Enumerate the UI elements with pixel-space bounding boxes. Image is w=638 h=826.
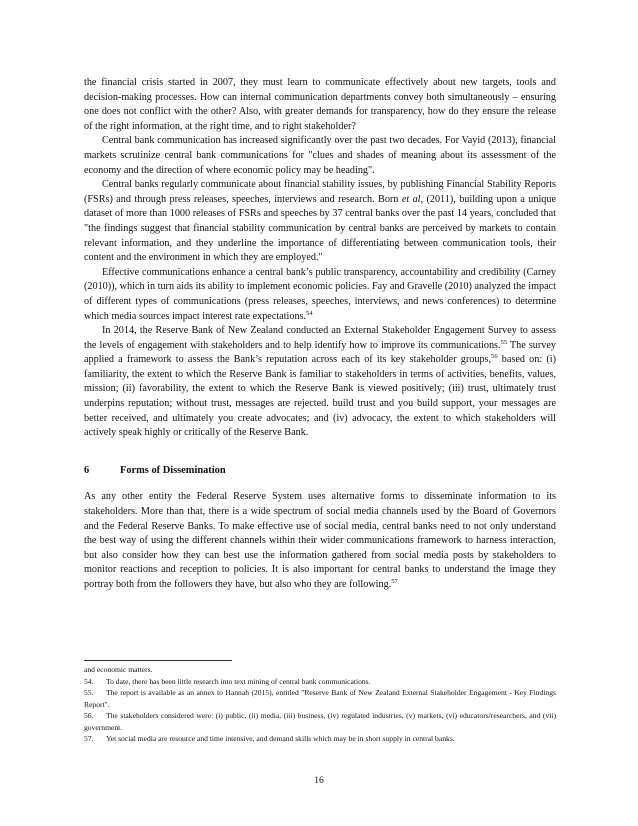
body-paragraph-4 — [84, 266, 556, 324]
footnote-continued: and economic matters. — [84, 665, 153, 674]
footnote-ref-56[interactable]: 56 — [491, 353, 498, 361]
footnote-text: The report is available as an annex to Hannah (2015), entitled "Reserve Bank of New Zealand External Stakeholder Engagement - Key Findings Report". — [84, 688, 556, 709]
paragraph-5-text-c: based on: (i) familiarity, the extent to which the Reserve Bank is familiar to stakeholders in terms of activities, benefits, values, mission; (ii) favorability, the extent to which the Reserve Bank is viewed positively; (iii) trust, ultimately trust underpins reputation; without trust, messages are rejected. build trust and you build support, your messages are better received, and ultimately you create advocates; and (iv) advocacy, the extent to which stakeholders will actively speak highly or critically of the Reserve Bank. — [84, 354, 556, 439]
page-body — [84, 76, 556, 593]
section-paragraph-1 — [84, 490, 556, 592]
footnote-ref-57[interactable]: 57 — [391, 578, 398, 585]
footnote-57 — [84, 733, 556, 745]
footnote-text: The stakeholders considered were: (i) public, (ii) media, (iii) business, (iv) regulated industries, (v) markets, (vi) educators/researchers, and (vii) government. — [84, 711, 556, 732]
section-title: Forms of Dissemination — [120, 464, 226, 476]
footnote-56 — [84, 710, 556, 733]
page-number: 16 — [314, 776, 324, 786]
footnote-text: Yet social media are resource and time intensive, and demand skills which may be in short supply in central banks. — [106, 734, 455, 743]
footnote-ref-55[interactable]: 55 — [500, 338, 508, 346]
body-paragraph-3 — [84, 178, 556, 266]
paragraph-4-text: Effective communications enhance a central bank’s public transparency, accountability and credibility (Carney (2010)), which in turn aids its ability to implement economic policies. Fay and Gravelle (2010) analyzed the impact of different types of communications (press releases, speeches, interviews, and news conferences) to determine which media sources impact interest rate expectations. — [84, 266, 556, 322]
footnote-number: 57. — [84, 734, 94, 743]
footnote-54 — [84, 676, 556, 688]
section-number: 6 — [84, 464, 90, 476]
footnote-number: 55. — [84, 688, 94, 697]
footnote-number: 56. — [84, 711, 94, 720]
footnotes — [84, 660, 556, 745]
footnote-number: 54. — [84, 676, 94, 686]
paragraph-3-text-a: Central banks regularly communicate about financial stability issues, by publishing Financial Stability Reports (FSRs) and through press releases, speeches, interviews and research. Born — [84, 179, 556, 205]
footnote-ref-54[interactable]: 54 — [306, 309, 313, 317]
footnote-55 — [84, 687, 556, 710]
section-paragraph-text: As any other entity the Federal Reserve System uses alternative forms to disseminate information to its stakeholders. More than that, there is a wide spectrum of social media channels used by the Board of Governors and the Federal Reserve Banks. To make effective use of social media, central banks need to not only understand the best way of using the different channels within their wider communications framework to harness interaction, but also consider how they can best use the information gathered from social media posts by stakeholders to monitor reactions and reception to policies. It is also important for central banks to understand the image they portray both from the followers they have, but also who they are following. — [84, 491, 556, 590]
body-paragraph-2: Central bank communication has increased significantly over the past two decades. For Vayid (2013), financial markets scrutinize central bank communications for "clues and shades of meaning about its assessment of the economy and the direction of where economic policy may be heading". — [84, 135, 556, 176]
body-paragraph-5 — [84, 324, 556, 441]
footnote-divider — [84, 660, 232, 661]
paragraph-5-text-a: In 2014, the Reserve Bank of New Zealand conducted an External Stakeholder Engagement Survey to assess the levels of engagement with stakeholders and to help identify how to improve its communications. — [84, 325, 556, 351]
paragraph-3-text-b: , (2011), building upon a unique dataset of more than 1000 releases of FSRs and speeches by 37 central banks over the past 14 years, concluded that "the findings suggest that financial stability communication by central banks are perceived by markets to contain relevant information, and they underline the importance of differentiating between communication tools, their content and the environment in which they are employed." — [84, 193, 556, 264]
paragraph-5-text-b: The survey applied a framework to assess the Bank’s reputation across each of its key stakeholder groups, — [84, 339, 556, 366]
section-heading — [84, 464, 556, 479]
paragraph-3-italic: et al — [401, 193, 421, 205]
footnote-text: To date, there has been little research into text mining of central bank communications. — [106, 676, 371, 686]
body-paragraph-1: the financial crisis started in 2007, they must learn to communicate effectively about new targets, tools and decision-making processes. How can internal communication departments convey both simultaneously – ensuring one does not conflict with the other? Also, with greater demands for transparency, how do they ensure the release of the right information, at the right time, and to right stakeholder? — [84, 77, 556, 132]
